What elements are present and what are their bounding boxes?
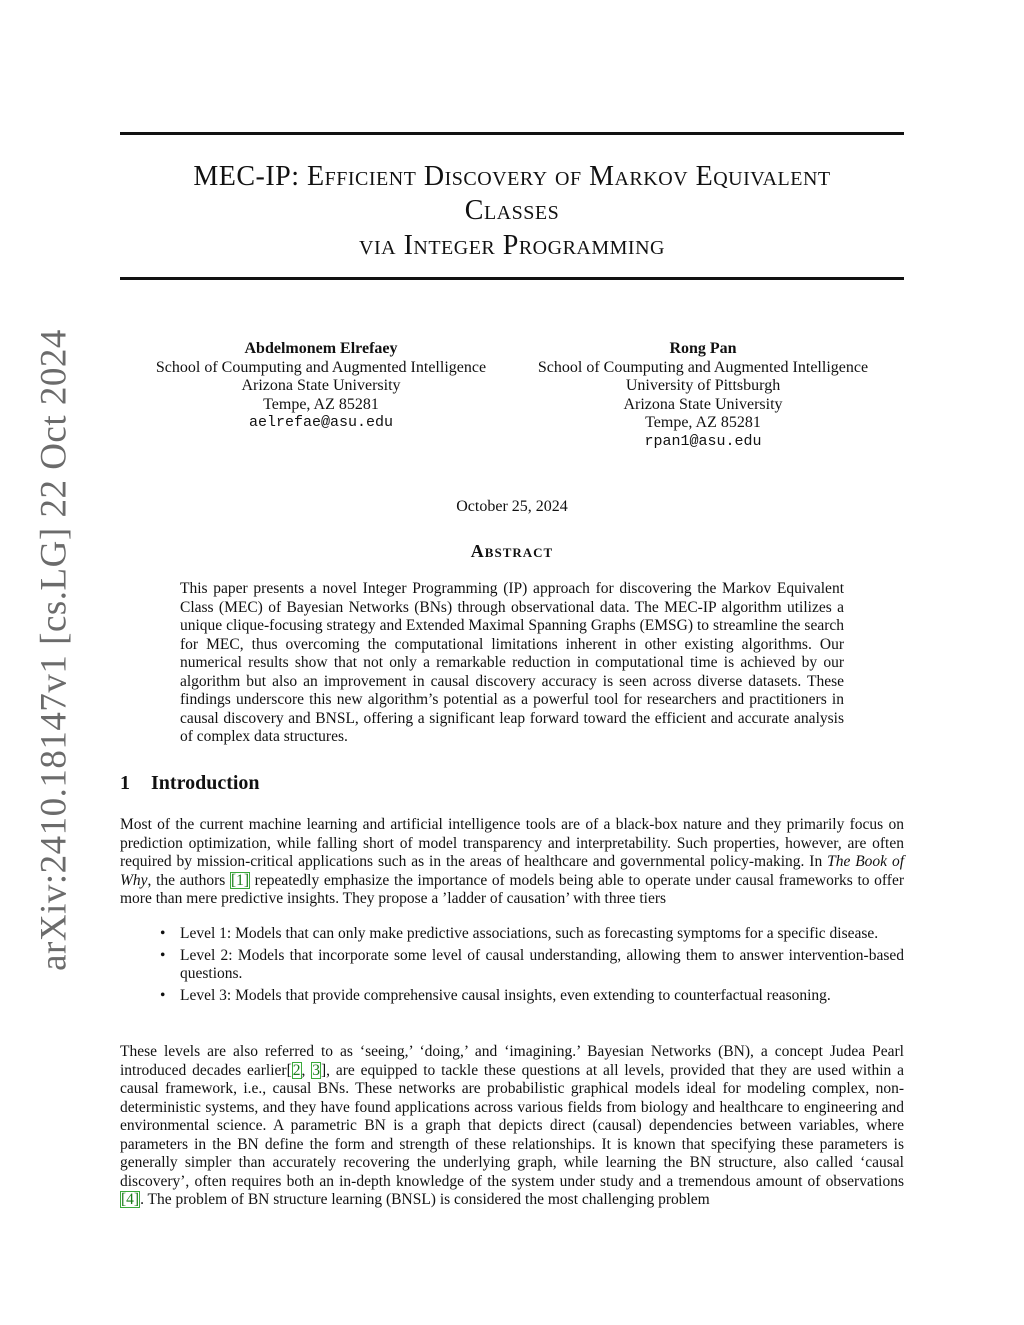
list-item [160, 947, 904, 984]
bullet-icon: • [160, 925, 166, 942]
author-email[interactable]: rpan1@asu.edu [644, 432, 762, 450]
text-span: , are equipped to tackle these questions at all levels, provided that they are used within a causal framework, i.e., causal BNs. These networks are probabilistic graphical models ideal for modeling complex, non-deterministic systems, and they have found applications across various fields from biology and healthcare to engineering and environmental science. A parametric BN is a graph that depicts direct (causal) dependencies between variables, where parameters in the BN define the form and strength of these relationships. It is known that specifying these parameters is generally simpler than accurately recovering the underlying graph, while learning the BN structure, also called ‘causal discovery’, often requires both an in-depth knowledge of the system under study and a tremendous amount of observations [120, 1061, 904, 1190]
citation-link[interactable]: 3 [312, 1061, 320, 1079]
author-university: Arizona State University [623, 395, 783, 413]
section-heading [120, 772, 260, 795]
arxiv-identifier: arXiv:2410.18147v1 [cs.LG] 22 Oct 2024 [33, 329, 75, 971]
author-name: Abdelmonem Elrefaey [244, 340, 398, 357]
list-item-text: Level 1: Models that can only make predictive associations, such as forecasting symptoms for a specific disease. [180, 925, 879, 942]
text-span: These levels are also referred to as ‘seeing,’ ‘doing,’ and ‘imagining.’ Bayesian Networks (BN), a concept Judea Pearl introduced decades earlier [120, 1043, 904, 1079]
author-address: Tempe, AZ 85281 [263, 395, 379, 413]
citation-link[interactable]: [1] [230, 871, 250, 889]
author-university: University of Pittsburgh [625, 377, 781, 394]
author-block-1 [126, 340, 516, 433]
abstract-text: This paper presents a novel Integer Programming (IP) approach for discovering the Markov Equivalent Class (MEC) of Bayesian Networks (BNs) through observational data. The MEC-IP algorithm utilizes a unique clique-focusing strategy and Extended Maximal Spanning Graphs (EMSG) to streamline the search for MEC, thus overcoming the computational limitations inherent in other existing algorithms. Our numerical results show that not only a remarkable reduction in computational time is achieved by our algorithm but also an improvement in causal discovery accuracy is seen across diverse datasets. These findings underscore this new algorithm’s potential as a powerful tool for researchers and practitioners in causal discovery and BNSL, offering a significant leap forward toward the efficient and accurate analysis of complex data structures. [180, 580, 844, 745]
author-address: Tempe, AZ 85281 [645, 414, 761, 431]
text-span: . The problem of BN structure learning (BNSL) is considered the most challenging problem [140, 1191, 710, 1208]
list-item-text: Level 3: Models that provide comprehensive causal insights, even extending to counterfactual reasoning. [180, 986, 831, 1004]
title-rule-bottom [120, 277, 904, 280]
title-rule-top [120, 132, 904, 135]
list-item [160, 925, 904, 944]
body-paragraph [120, 816, 904, 909]
list-item [160, 987, 904, 1006]
bullet-icon: • [160, 946, 166, 964]
abstract-heading: Abstract [470, 541, 554, 561]
section-title: Introduction [151, 772, 260, 794]
text-span: , [301, 1061, 312, 1079]
list-item-text: Level 2: Models that incorporate some level of causal understanding, allowing them to answer intervention-based questions. [180, 946, 904, 982]
section-number: 1 [120, 772, 130, 794]
author-block-2 [508, 340, 898, 451]
paper-title-line-2: Classes [464, 195, 560, 226]
book-title: The Book of Why [120, 853, 904, 889]
text-span: [ [286, 1061, 292, 1079]
text-span: Most of the current machine learning and artificial intelligence tools are of a black-box nature and they primarily focus on prediction optimization, while falling short of model transparency and interpretability. Such properties, however, are often required by mission-critical applications such as in the areas of healthcare and governmental policy-making. In [120, 816, 904, 870]
citation-link[interactable]: [4] [121, 1191, 140, 1208]
author-email[interactable]: aelrefae@asu.edu [248, 414, 394, 431]
paper-title-line-3: via Integer Programming [359, 230, 665, 261]
author-university: Arizona State University [241, 377, 401, 394]
author-affiliation: School of Coumputing and Augmented Intelligence [155, 358, 487, 376]
bullet-icon: • [160, 986, 166, 1004]
text-span: , the authors [147, 871, 230, 889]
body-paragraph [120, 1043, 904, 1210]
author-affiliation: School of Coumputing and Augmented Intelligence [537, 358, 869, 376]
paper-title-line-1: MEC-IP: Efficient Discovery of Markov Equivalent [193, 161, 831, 192]
text-span: repeatedly emphasize the importance of models being able to operate under causal frameworks to offer more than mere predictive insights. They propose a ’ladder of causation’ with three tiers [120, 871, 904, 907]
paper-date: October 25, 2024 [456, 498, 568, 515]
text-span: ] [320, 1061, 327, 1079]
author-name: Rong Pan [669, 340, 737, 357]
bullet-list [160, 925, 904, 1008]
citation-link[interactable]: 2 [292, 1061, 301, 1079]
